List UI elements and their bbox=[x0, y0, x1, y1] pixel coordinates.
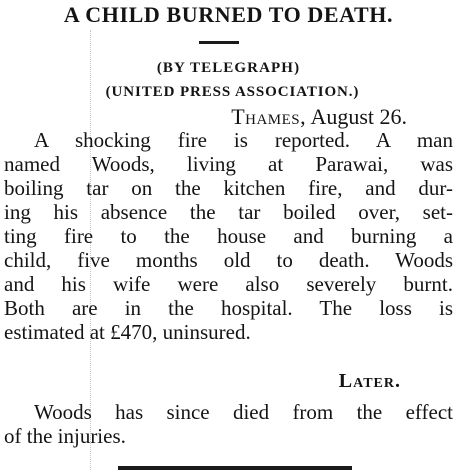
body-line: boiling tar on the kitchen fire, and dur- bbox=[4, 176, 453, 200]
body-line: A shocking fire is reported. A man bbox=[34, 128, 453, 152]
dateline-date: August 26. bbox=[310, 104, 407, 129]
body-line: estimated at £470, uninsured. bbox=[4, 320, 251, 344]
body-line: of the injuries. bbox=[4, 424, 126, 448]
body-line: ing his absence the tar boiled over, set- bbox=[4, 200, 453, 224]
byline-association: (UNITED PRESS ASSOCIATION.) bbox=[105, 84, 360, 100]
headline: A CHILD BURNED TO DEATH. bbox=[63, 2, 394, 27]
body-line: child, five months old to death. Woods bbox=[4, 248, 453, 272]
dateline bbox=[231, 104, 407, 130]
body-line: named Woods, living at Parawai, was bbox=[4, 152, 453, 176]
byline-telegraph: (BY TELEGRAPH) bbox=[156, 60, 301, 76]
later-heading: Later. bbox=[338, 370, 401, 392]
body-line: and his wife were also severely burnt. bbox=[4, 272, 453, 296]
body-line: ting fire to the house and burning a bbox=[4, 224, 453, 248]
body-line: Both are in the hospital. The loss is bbox=[4, 296, 453, 320]
end-rule bbox=[118, 466, 352, 470]
body-line: Woods has since died from the effect bbox=[34, 400, 453, 424]
headline-rule bbox=[199, 41, 239, 44]
dateline-place: Thames, bbox=[231, 104, 307, 129]
